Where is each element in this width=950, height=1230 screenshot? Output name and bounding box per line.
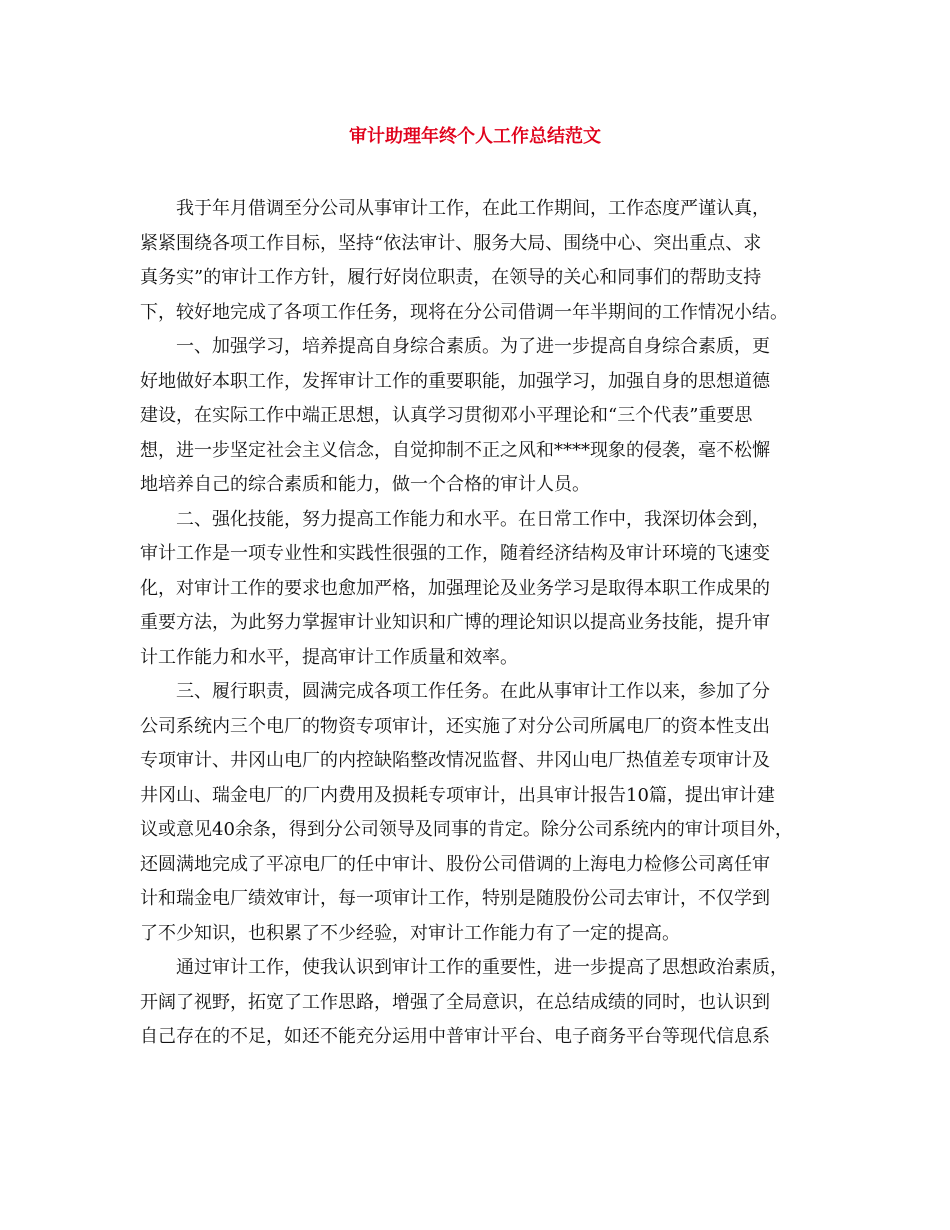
- text-line: 真务实”的审计工作方针，履行好岗位职责，在领导的关心和同事们的帮助支持: [140, 267, 762, 288]
- text-line: 审计工作是一项专业性和实践性很强的工作，随着经济结构及审计环境的飞速变: [140, 543, 770, 564]
- text-line: 二、强化技能，努力提高工作能力和水平。在日常工作中，我深切体会到，: [176, 508, 770, 530]
- text-line: 了不少知识，也积累了不少经验，对审计工作能力有了一定的提高。: [140, 922, 680, 944]
- text-line: 下，较好地完成了各项工作任务，现将在分公司借调一年半期间的工作情况小结。: [140, 301, 788, 323]
- text-line: 公司系统内三个电厂的物资专项审计，还实施了对分公司所属电厂的资本性支出: [140, 715, 770, 737]
- document-body: [140, 192, 815, 1055]
- text-line: 一、加强学习，培养提高自身综合素质。为了进一步提高自身综合素质，更: [176, 336, 770, 357]
- text-line: 好地做好本职工作，发挥审计工作的重要职能，加强学习，加强自身的思想道德: [140, 370, 770, 392]
- text-line: 重要方法，为此努力掌握审计业知识和广博的理论知识以提高业务技能，提升审: [140, 612, 770, 633]
- text-line: 地培养自己的综合素质和能力，做一个合格的审计人员。: [140, 474, 590, 495]
- text-line: 专项审计、井冈山电厂的内控缺陷整改情况监督、井冈山电厂热值差专项审计及: [140, 750, 770, 771]
- text-line: 三、履行职责，圆满完成各项工作任务。在此从事审计工作以来，参加了分: [176, 681, 770, 702]
- text-line: 化，对审计工作的要求也愈加严格，加强理论及业务学习是取得本职工作成果的: [140, 577, 770, 599]
- text-line: 我于年月借调至分公司从事审计工作，在此工作期间，工作态度严谨认真，: [176, 198, 770, 219]
- text-line: 通过审计工作，使我认识到审计工作的重要性，进一步提高了思想政治素质，: [176, 957, 788, 978]
- document-title: 审计助理年终个人工作总结范文: [349, 126, 601, 147]
- text-line: 计和瑞金电厂绩效审计，每一项审计工作，特别是随股份公司去审计，不仅学到: [140, 888, 770, 909]
- text-line: 议或意见40余条，得到分公司领导及同事的肯定。除分公司系统内的审计项目外，: [140, 819, 793, 840]
- text-line: 还圆满地完成了平凉电厂的任中审计、股份公司借调的上海电力检修公司离任审: [140, 853, 770, 875]
- text-line: 计工作能力和水平，提高审计工作质量和效率。: [140, 646, 518, 668]
- text-line: 开阔了视野，拓宽了工作思路，增强了全局意识，在总结成绩的同时，也认识到: [140, 991, 770, 1013]
- text-line: 建设，在实际工作中端正思想，认真学习贯彻邓小平理论和“三个代表”重要思: [140, 405, 753, 426]
- text-line: 紧紧围绕各项工作目标，坚持“依法审计、服务大局、围绕中心、突出重点、求: [140, 232, 762, 254]
- text-line: 想，进一步坚定社会主义信念，自觉抑制不正之风和****现象的侵袭，毫不松懈: [140, 439, 770, 461]
- text-line: 井冈山、瑞金电厂的厂内费用及损耗专项审计，出具审计报告10篇，提出审计建: [140, 784, 775, 806]
- text-line: 自己存在的不足，如还不能充分运用中普审计平台、电子商务平台等现代信息系: [140, 1026, 770, 1047]
